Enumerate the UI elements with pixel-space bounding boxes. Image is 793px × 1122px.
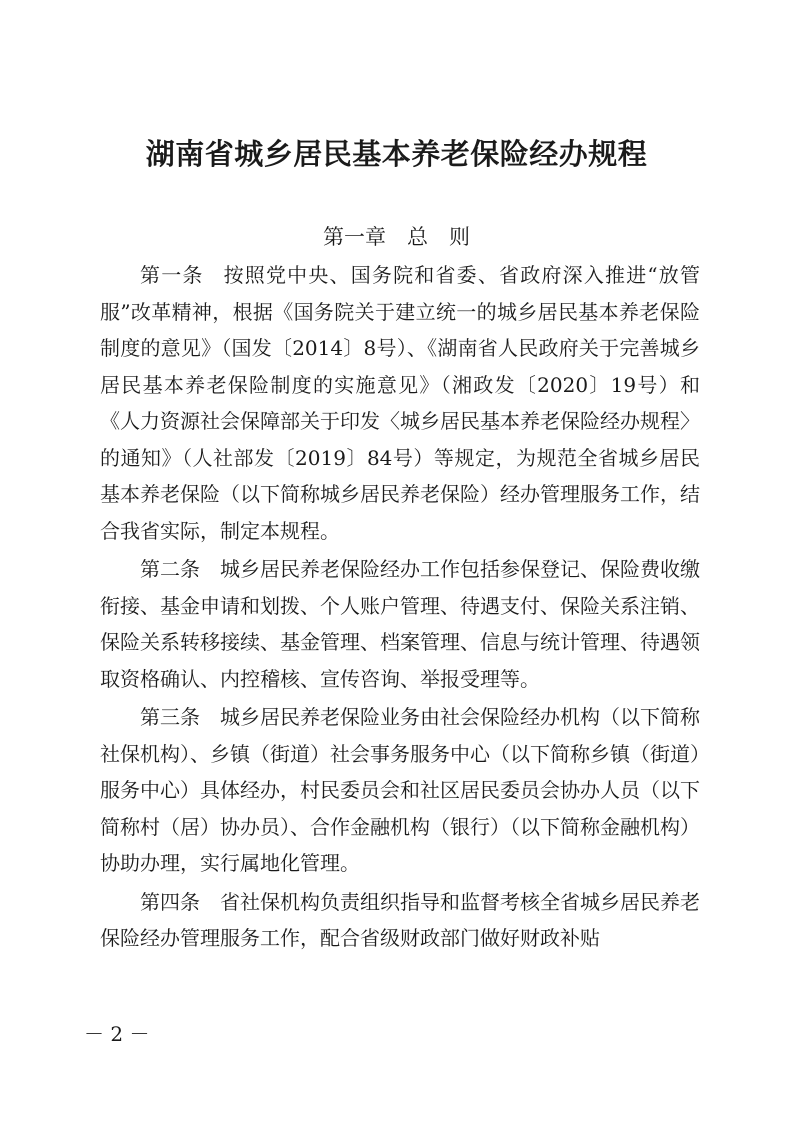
article-text: 省社保机构负责组织指导和监督考核全省城乡居民养老保险经办管理服务工作，配合省级财政部门做好财政补贴 (100, 889, 700, 950)
chapter-heading: 第一章 总 则 (323, 225, 470, 249)
article-text: 城乡居民养老保险业务由社会保险经办机构（以下简称社保机构）、乡镇（街道）社会事务服务中心（以下简称乡镇（街道）服务中心）具体经办，村民委员会和社区居民委员会协办人员（以下简称村（居）协办员）、合作金融机构（银行）（以下简称金融机构）协助办理，实行属地化管理。 (100, 705, 700, 875)
article-3 (100, 699, 700, 882)
article-number: 第四条 (140, 889, 200, 914)
article-1 (100, 257, 700, 549)
article-number: 第一条 (140, 263, 204, 287)
article-number: 第三条 (140, 705, 200, 729)
article-4 (100, 884, 700, 957)
document-title: 湖南省城乡居民基本养老保险经办规程 (145, 137, 648, 171)
article-text: 按照党中央、国务院和省委、省政府深入推进“放管服”改革精神，根据《国务院关于建立统一的城乡居民基本养老保险制度的意见》（国发〔2014〕8号）、《湖南省人民政府关于完善城乡居民基本养老保险制度的实施意见》（湘政发〔2020〕19号）和《人力资源社会保障部关于印发〈城乡居民基本养老保险经办规程〉的通知》（人社部发〔2019〕84号）等规定，为规范全省城乡居民基本养老保险（以下简称城乡居民养老保险）经办管理服务工作，结合我省实际，制定本规程。 (100, 263, 700, 543)
article-2 (100, 551, 700, 697)
document-body (100, 257, 700, 959)
article-text: 城乡居民养老保险经办工作包括参保登记、保险费收缴衔接、基金申请和划拨、个人账户管理、待遇支付、保险关系注销、保险关系转移接续、基金管理、档案管理、信息与统计管理、待遇领取资格确认、内控稽核、宣传咨询、举报受理等。 (100, 557, 700, 691)
article-number: 第二条 (140, 557, 200, 581)
page-number: － 2 － (84, 1022, 150, 1046)
